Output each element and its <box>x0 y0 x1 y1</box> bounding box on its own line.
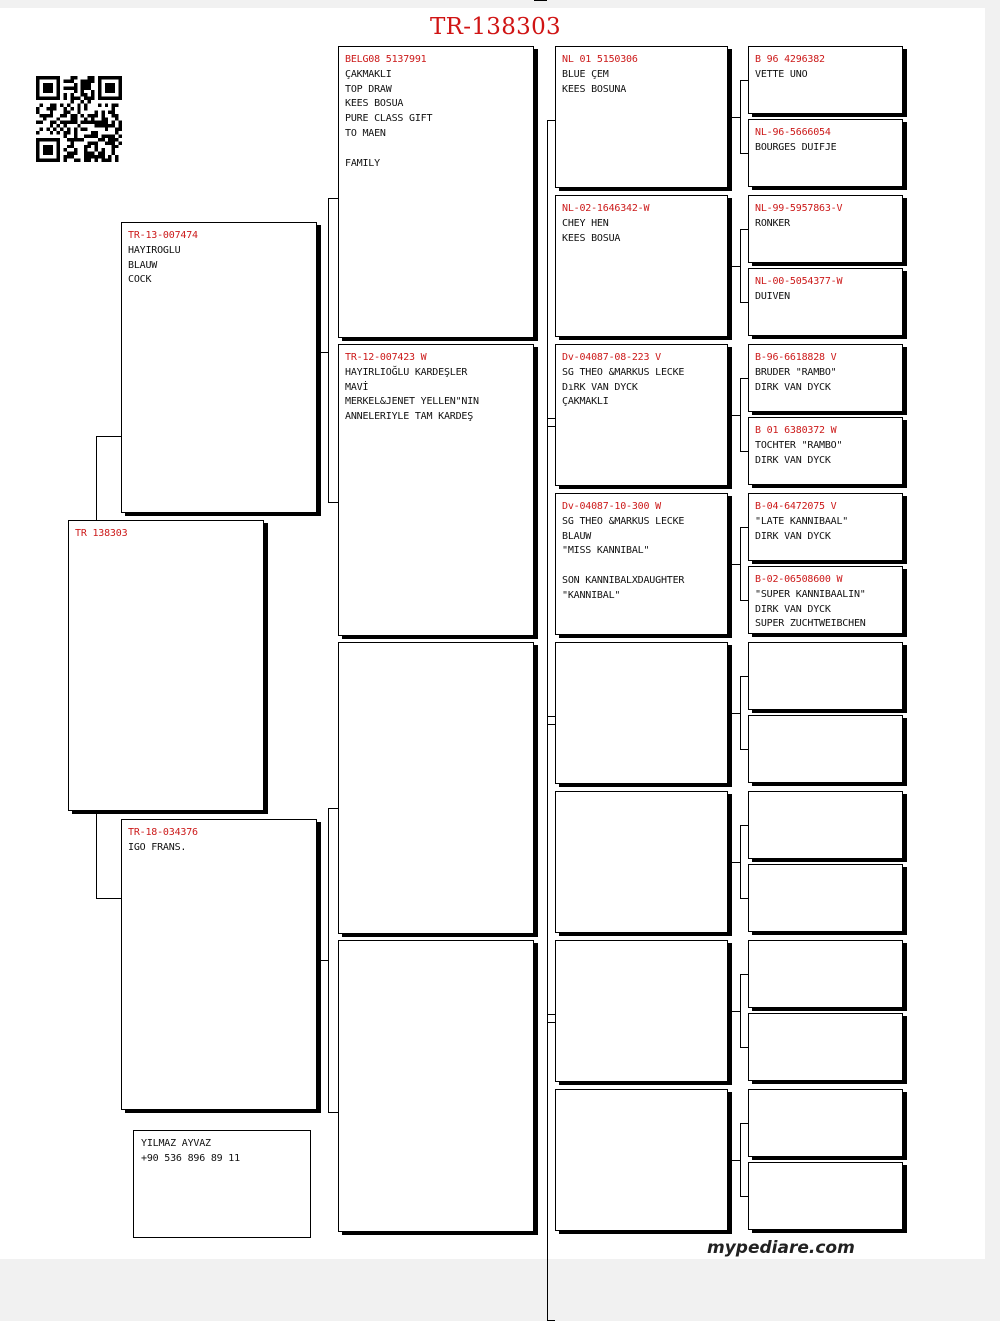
connector-line <box>740 1123 741 1196</box>
gen4-box <box>748 864 903 932</box>
pedigree-line: ANNELERIYLE TAM KARDEŞ <box>345 411 474 423</box>
connector-line <box>740 825 748 826</box>
connector-line <box>96 436 121 437</box>
connector-line <box>740 80 741 153</box>
connector-line <box>740 527 748 528</box>
ring-number: B 96 4296382 <box>755 54 825 65</box>
connector-line <box>740 302 748 303</box>
ring-number: NL 01 5150306 <box>562 54 638 65</box>
pedigree-line: RONKER <box>755 217 790 229</box>
connector-line <box>328 1112 338 1113</box>
pedigree-line: VETTE UNO <box>755 68 808 80</box>
pedigree-line: KEES BOSUA <box>345 98 404 110</box>
pedigree-line: DIRK VAN DYCK <box>755 530 831 542</box>
gen4-box <box>748 940 903 1008</box>
pedigree-line: "KANNIBAL" <box>562 589 621 601</box>
pedigree-line <box>345 142 527 157</box>
connector-line <box>547 418 555 419</box>
connector-line <box>547 120 548 426</box>
connector-line <box>547 418 548 724</box>
gen4-box <box>748 119 903 187</box>
pedigree-line: "LATE KANNIBAAL" <box>755 515 849 527</box>
gen4-box <box>748 1013 903 1081</box>
gen2-box <box>338 940 534 1232</box>
ring-number: NL-96-5666054 <box>755 127 831 138</box>
gen4-box <box>748 1162 903 1230</box>
pedigree-line: ÇAKMAKLI <box>562 396 609 408</box>
connector-line <box>547 426 555 427</box>
pedigree-line: HAYIROGLU <box>128 244 181 256</box>
sire-box <box>121 222 317 513</box>
connector-line <box>328 198 329 502</box>
pedigree-line: BLUE ÇEM <box>562 68 609 80</box>
pedigree-line: IGO FRANS. <box>128 841 187 853</box>
ring-number: NL-02-1646342-W <box>562 203 650 214</box>
connector-line <box>728 266 740 267</box>
pedigree-line: "MISS KANNIBAL" <box>562 545 650 557</box>
connector-line <box>740 676 748 677</box>
pedigree-line: FAMILY <box>345 157 380 169</box>
connector-line <box>740 229 748 230</box>
connector-line <box>547 120 555 121</box>
ring-number: B 01 6380372 W <box>755 425 837 436</box>
connector-line <box>547 716 548 1022</box>
pedigree-line: BLAUW <box>562 530 592 542</box>
dam-box <box>121 819 317 1110</box>
gen2-box <box>338 642 534 934</box>
connector-line <box>740 451 748 452</box>
pedigree-line: SG THEO &MARKUS LECKE <box>562 366 685 378</box>
ring-number: TR-13-007474 <box>128 230 198 241</box>
connector-line <box>728 713 740 714</box>
gen4-box <box>748 566 903 634</box>
pedigree-line: ÇAKMAKLI <box>345 68 392 80</box>
pedigree-line: BOURGES DUIFJE <box>755 141 837 153</box>
pedigree-line: CHEY HEN <box>562 217 609 229</box>
page-title: TR-138303 <box>430 14 561 40</box>
connector-line <box>547 1022 555 1023</box>
pedigree-line: SUPER ZUCHTWEIBCHEN <box>755 618 866 630</box>
pedigree-line: KEES BOSUNA <box>562 83 627 95</box>
gen3-box <box>555 940 728 1082</box>
pedigree-line: SON KANNIBALXDAUGHTER <box>562 574 685 586</box>
connector-line <box>328 198 338 199</box>
gen4-box <box>748 493 903 561</box>
connector-line <box>740 378 741 451</box>
gen4-box <box>748 268 903 336</box>
pedigree-line: TOCHTER "RAMBO" <box>755 439 843 451</box>
pedigree-line: DUIVEN <box>755 290 790 302</box>
pedigree-line: TO MAEN <box>345 127 386 139</box>
connector-line <box>740 600 748 601</box>
ring-number: TR 138303 <box>75 528 128 539</box>
contact-box <box>133 1130 311 1238</box>
pedigree-line: KEES BOSUA <box>562 232 621 244</box>
connector-line <box>740 974 741 1047</box>
connector-line <box>740 80 748 81</box>
connector-line <box>740 1196 748 1197</box>
connector-line <box>740 825 741 898</box>
connector-line <box>740 229 741 302</box>
connector-line <box>728 1011 740 1012</box>
gen3-box <box>555 46 728 188</box>
connector-line <box>740 749 748 750</box>
pedigree-line: BLAUW <box>128 259 158 271</box>
gen3-box <box>555 344 728 486</box>
pedigree-line <box>562 559 721 574</box>
gen3-box <box>555 195 728 337</box>
pedigree-line: DIRK VAN DYCK <box>755 603 831 615</box>
pedigree-line: PURE CLASS GIFT <box>345 113 433 125</box>
ring-number: NL-99-5957863-V <box>755 203 843 214</box>
ring-number: NL-00-5054377-W <box>755 276 843 287</box>
ring-number: B-96-6618828 V <box>755 352 837 363</box>
pedigree-line: BRUDER "RAMBO" <box>755 366 837 378</box>
gen4-box <box>748 1089 903 1157</box>
connector-line <box>534 0 547 1</box>
connector-line <box>328 502 338 503</box>
connector-line <box>740 378 748 379</box>
ring-number: TR-12-007423 W <box>345 352 427 363</box>
connector-line <box>740 898 748 899</box>
ring-number: TR-18-034376 <box>128 827 198 838</box>
connector-line <box>728 1160 740 1161</box>
connector-line <box>740 527 741 600</box>
connector-line <box>740 1047 748 1048</box>
gen2-box <box>338 344 534 636</box>
ring-number: B-04-6472075 V <box>755 501 837 512</box>
pedigree-line: YILMAZ AYVAZ <box>141 1138 211 1149</box>
gen4-box <box>748 715 903 783</box>
gen4-box <box>748 791 903 859</box>
ring-number: B-02-06508600 W <box>755 574 843 585</box>
pedigree-line: "SUPER KANNIBAALIN" <box>755 588 866 600</box>
connector-line <box>547 1014 555 1015</box>
pedigree-line: COCK <box>128 274 152 286</box>
subject-box <box>68 520 264 811</box>
gen4-box <box>748 417 903 485</box>
connector-line <box>317 352 328 353</box>
gen3-box <box>555 493 728 635</box>
connector-line <box>328 808 338 809</box>
connector-line <box>547 716 555 717</box>
pedigree-line: TOP DRAW <box>345 83 392 95</box>
connector-line <box>740 974 748 975</box>
ring-number: Dv-04087-10-300 W <box>562 501 661 512</box>
gen4-box <box>748 344 903 412</box>
pedigree-line: MAVİ <box>345 381 369 393</box>
ring-number: Dv-04087-08-223 V <box>562 352 661 363</box>
connector-line <box>547 1014 548 1320</box>
connector-line <box>740 153 748 154</box>
connector-line <box>728 415 740 416</box>
watermark: mypediare.com <box>707 1238 855 1258</box>
pedigree-line: DIRK VAN DYCK <box>755 381 831 393</box>
connector-line <box>96 898 121 899</box>
gen3-box <box>555 791 728 933</box>
pedigree-line: MERKEL&JENET YELLEN"NIN <box>345 396 479 408</box>
pedigree-line: DıRK VAN DYCK <box>562 381 638 393</box>
connector-line <box>728 862 740 863</box>
gen4-box <box>748 46 903 114</box>
connector-line <box>740 1123 748 1124</box>
ring-number: BELG08 5137991 <box>345 54 427 65</box>
connector-line <box>728 117 740 118</box>
connector-line <box>547 724 555 725</box>
pedigree-line: HAYIRLIOĞLU KARDEŞLER <box>345 366 468 378</box>
gen3-box <box>555 1089 728 1231</box>
qr-code-icon <box>36 76 122 162</box>
connector-line <box>317 960 328 961</box>
gen4-box <box>748 195 903 263</box>
pedigree-line: DIRK VAN DYCK <box>755 454 831 466</box>
connector-line <box>96 436 97 520</box>
connector-line <box>328 808 329 1112</box>
gen3-box <box>555 642 728 784</box>
pedigree-line: +90 536 896 89 11 <box>141 1152 240 1164</box>
connector-line <box>728 564 740 565</box>
pedigree-line: SG THEO &MARKUS LECKE <box>562 515 685 527</box>
gen2-box <box>338 46 534 338</box>
connector-line <box>740 676 741 749</box>
gen4-box <box>748 642 903 710</box>
connector-line <box>96 811 97 898</box>
